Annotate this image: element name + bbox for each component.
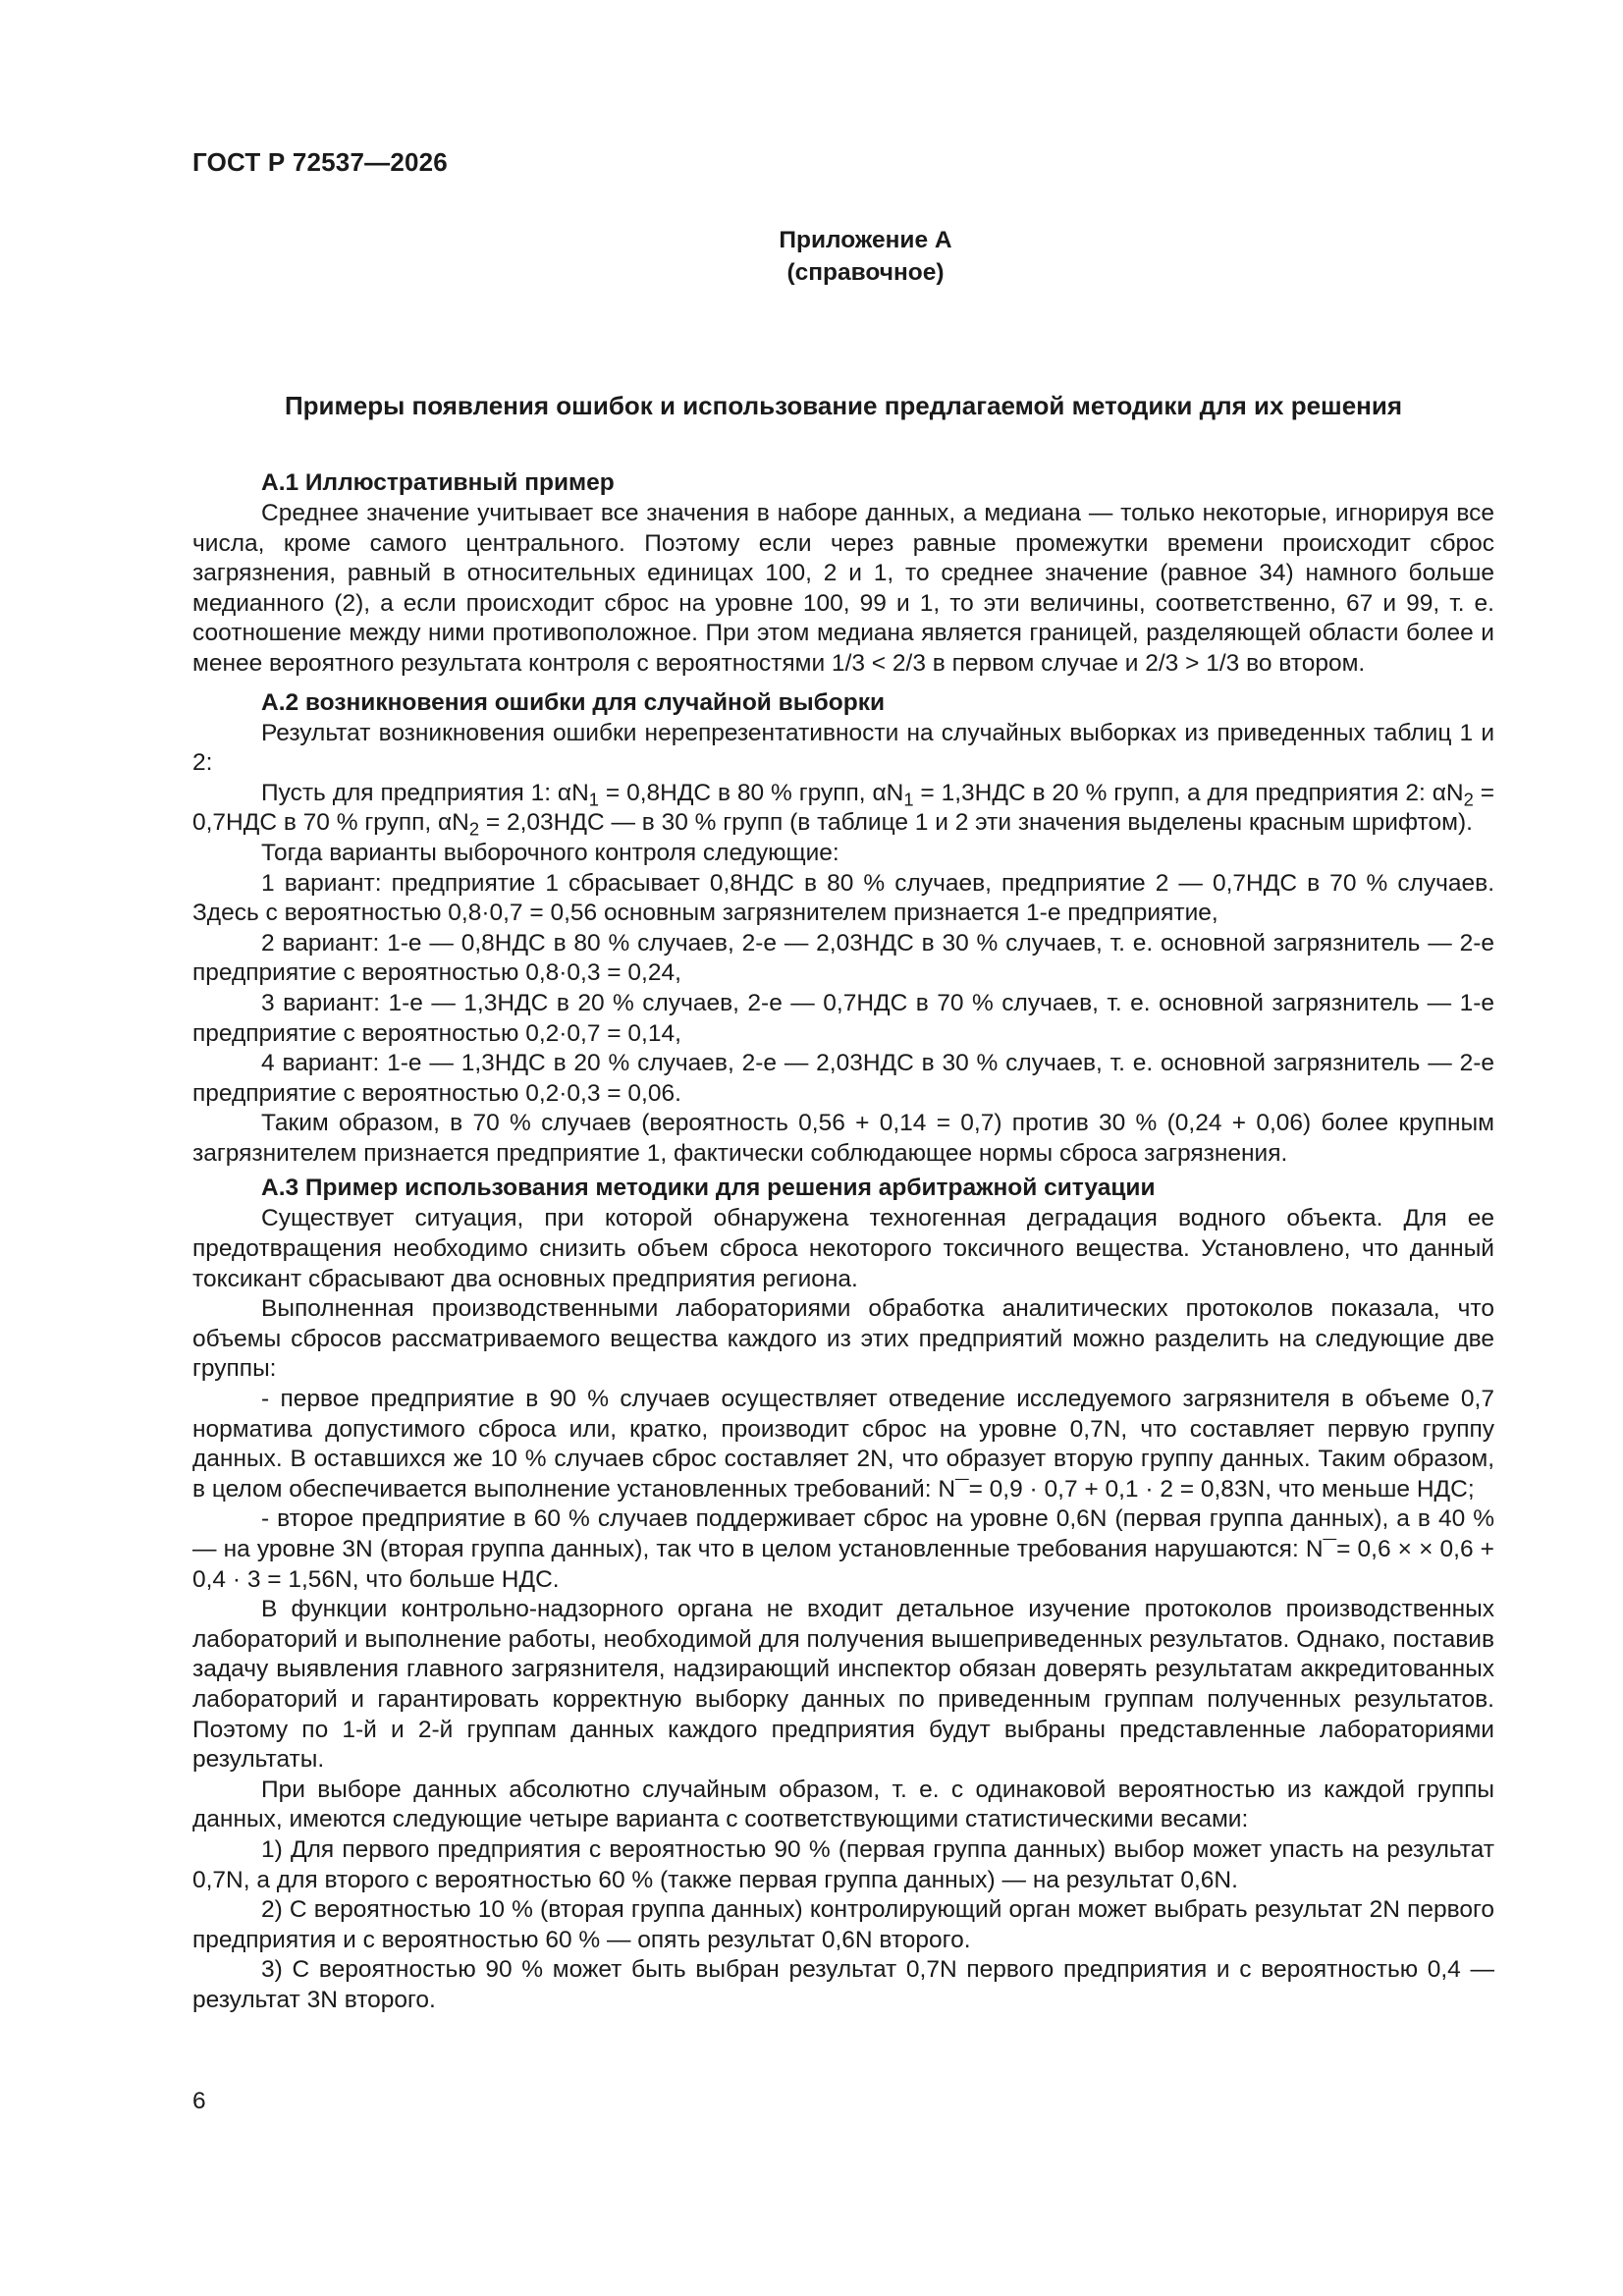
section-a3-paragraph-3: - первое предприятие в 90 % случаев осуществляет отведение исследуемого загрязнителя в объеме 0,7 норматива допустимого сброса или, кратко, производит сброс на уровне 0,7N, что составляет первую группу данных. В оставшихся же 10 % случаев сброс составляет 2N, что образует вторую группу данных. Таким образом, в целом обеспечивается выполнение установленных требований: N¯= 0,9 · 0,7 + 0,1 · 2 = 0,83N, что меньше НДС; — [192, 1386, 1494, 1503]
subscript: 2 — [468, 818, 480, 840]
subscript: 1 — [903, 789, 914, 810]
document-code: ГОСТ Р 72537—2026 — [192, 147, 448, 177]
section-a1-paragraph: Среднее значение учитывает все значения в наборе данных, а медиана — только некоторые, игнорируя все числа, кроме самого центрального. Поэтому если через равные промежутки времени происходит сброс загрязнения, равный в относительных единицах 100, 2 и 1, то среднее значение (равное 34) намного больше медианного (2), а если происходит сброс на уровне 100, 99 и 1, то эти величины, соответственно, 67 и 99, т. е. соотношение между ними противоположное. При этом медиана является границей, разделяющей области более и менее вероятного результата контроля с вероятностями 1/3 < 2/3 в первом случае и 2/3 > 1/3 во втором. — [192, 500, 1494, 677]
annex-subtitle: (справочное) — [786, 259, 945, 286]
section-a3-heading: А.3 Пример использования методики для решения арбитражной ситуации — [261, 1175, 1156, 1202]
section-a3-paragraph-9: 3) С вероятностью 90 % может быть выбран результат 0,7N первого предприятия и с вероятностью 0,4 — результат 3N второго. — [192, 1956, 1494, 2013]
section-a2-heading: А.2 возникновения ошибки для случайной выборки — [261, 688, 886, 716]
section-a3-paragraph-8: 2) С вероятностью 10 % (вторая группа данных) контролирующий орган может выбрать результат 2N первого предприятия и с вероятностью 60 % — опять результат 0,6N второго. — [192, 1896, 1494, 1953]
text-fragment: = 0,8НДС в 80 % групп, αN — [599, 779, 904, 806]
main-title: Примеры появления ошибок и использование предлагаемой методики для их решения — [284, 391, 1403, 420]
section-a3-paragraph-1: Существует ситуация, при которой обнаружена техногенная деградация водного объекта. Для ее предотвращения необходимо снизить объем сброса некоторого токсичного вещества. Установлено, что данный токсикант сбрасывают два основных предприятия региона. — [192, 1205, 1494, 1292]
section-a2-paragraph-1: Результат возникновения ошибки нерепрезентативности на случайных выборках из приведенных таблиц 1 и 2: — [192, 719, 1494, 777]
section-a2-variant-3: 3 вариант: 1-е — 1,3НДС в 20 % случаев, 2-е — 0,7НДС в 70 % случаев, т. е. основной загрязнитель — 1-е предприятие с вероятностью 0,2·0,7 = 0,14, — [192, 989, 1494, 1047]
annex-title: Приложение А — [779, 227, 952, 253]
text-fragment: = 2,03НДС — в 30 % групп (в таблице 1 и 2 эти значения выделены красным шрифтом). — [479, 809, 1473, 837]
section-a2-variant-1: 1 вариант: предприятие 1 сбрасывает 0,8НДС в 80 % случаев, предприятие 2 — 0,7НДС в 70 % случаев. Здесь с вероятностью 0,8·0,7 = 0,56 основным загрязнителем признается 1-е предприятие, — [192, 869, 1494, 927]
section-a3-paragraph-5: В функции контрольно-надзорного органа не входит детальное изучение протоколов производственных лабораторий и выполнение работы, необходимой для получения вышеприведенных результатов. Однако, поставив задачу выявления главного загрязнителя, надзирающий инспектор обязан доверять результатам аккредитованных лабораторий и гарантировать корректную выборку данных по приведенным группам полученных результатов. Поэтому по 1-й и 2-й группам данных каждого предприятия будут выбраны представленные лабораториями результаты. — [192, 1596, 1494, 1774]
section-a2-paragraph-3: Тогда варианты выборочного контроля следующие: — [261, 839, 839, 866]
text-fragment: = 0,7НДС в 70 % групп, αN — [192, 779, 1495, 837]
subscript: 1 — [588, 789, 600, 810]
subscript: 2 — [1463, 789, 1474, 810]
section-a3-paragraph-2: Выполненная производственными лабораториями обработка аналитических протоколов показала, что объемы сбросов рассматриваемого вещества каждого из этих предприятий можно разделить на следующие две группы: — [192, 1295, 1494, 1383]
section-a3-paragraph-6: При выборе данных абсолютно случайным образом, т. е. с одинаковой вероятностью из каждой группы данных, имеются следующие четыре варианта с соответствующими статистическими весами: — [192, 1776, 1494, 1833]
section-a3-paragraph-7: 1) Для первого предприятия с вероятностью 90 % (первая группа данных) выбор может упасть на результат 0,7N, а для второго с вероятностью 60 % (также первая группа данных) — на результат 0,6N. — [192, 1835, 1494, 1893]
section-a2-variant-4: 4 вариант: 1-е — 1,3НДС в 20 % случаев, 2-е — 2,03НДС в 30 % случаев, т. е. основной загрязнитель — 2-е предприятие с вероятностью 0,2·0,3 = 0,06. — [192, 1050, 1494, 1107]
text-fragment: Пусть для предприятия 1: αN — [261, 779, 589, 806]
section-a2-conclusion: Таким образом, в 70 % случаев (вероятность 0,56 + 0,14 = 0,7) против 30 % (0,24 + 0,06) более крупным загрязнителем признается предприятие 1, фактически соблюдающее нормы сброса загрязнения. — [192, 1110, 1494, 1167]
section-a2-paragraph-2 — [192, 779, 1494, 839]
section-a3-paragraph-4: - второе предприятие в 60 % случаев поддерживает сброс на уровне 0,6N (первая группа данных), а в 40 % — на уровне 3N (вторая группа данных), так что в целом установленные требования нарушаются: N¯= 0,6 × × 0,6 + 0,4 · 3 = 1,56N, что больше НДС. — [192, 1505, 1494, 1593]
document-body — [192, 467, 1494, 2016]
section-a1-heading: А.1 Иллюстративный пример — [261, 469, 615, 496]
text-fragment: = 1,3НДС в 20 % групп, а для предприятия 2: αN — [913, 779, 1464, 806]
page-number: 6 — [192, 2088, 206, 2114]
section-a2-variant-2: 2 вариант: 1-е — 0,8НДС в 80 % случаев, 2-е — 2,03НДС в 30 % случаев, т. е. основной загрязнитель — 2-е предприятие с вероятностью 0,8·0,3 = 0,24, — [192, 929, 1494, 987]
annex-heading — [0, 224, 1623, 289]
